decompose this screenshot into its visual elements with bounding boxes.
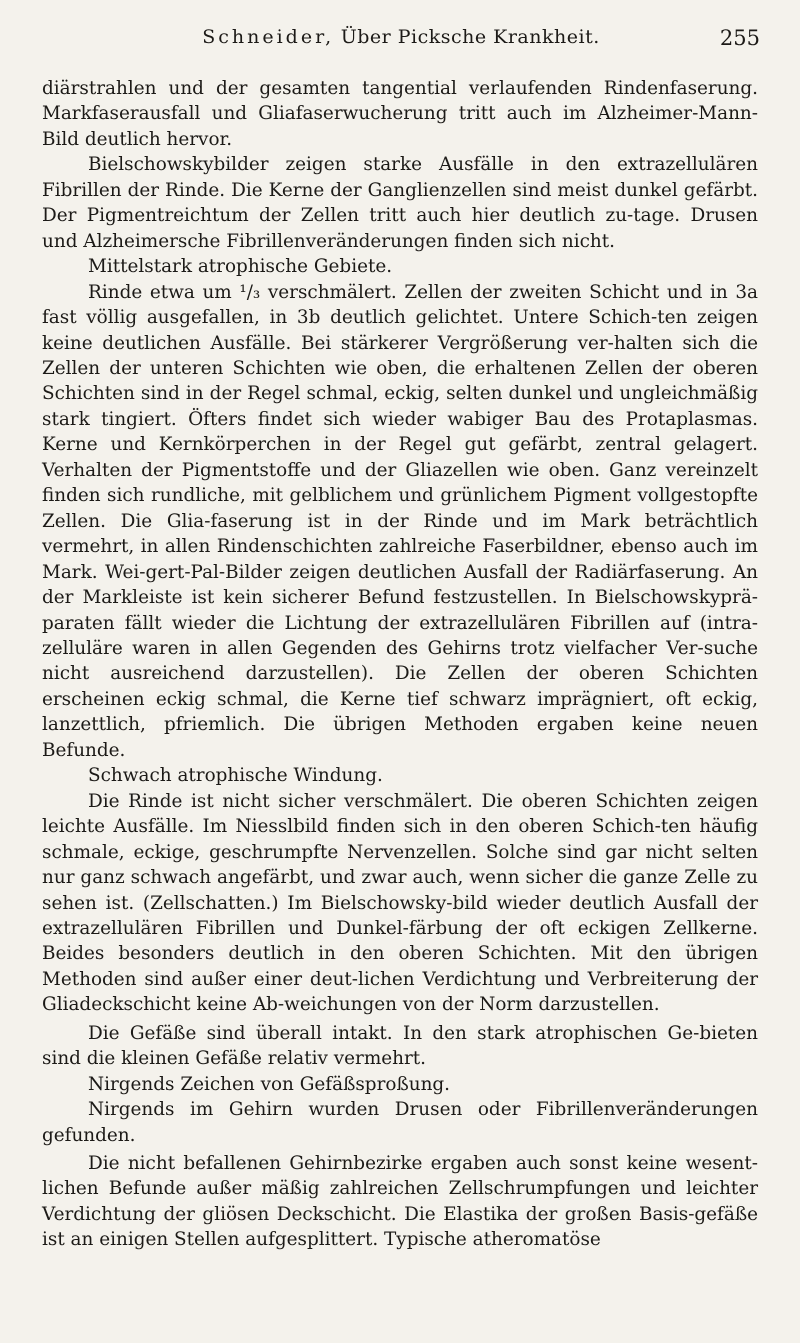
section-heading: Schwach atrophische Windung. (88, 765, 383, 787)
paragraph: Rinde etwa um ¹/₃ verschmälert. Zellen der zweiten Schicht und in 3a fast völlig ausgefallen, in 3b deutlich gelichtet. Untere Schich-ten zeigen keine deutlichen Ausfälle. Bei stärkerer Vergrößerung ver-halten sich die Zellen der unteren Schichten wie oben, die erhaltenen Zellen der oberen Schichten sind in der Regel schmal, eckig, selten dunkel und ungleichmäßig stark tingiert. Öfters findet sich wieder wabiger Bau des Protaplasmas. Kerne und Kernkörperchen in der Regel gut gefärbt, zentral gelagert. Verhalten der Pigmentstoffe und der Gliazellen wie oben. Ganz vereinzelt finden sich rundliche, mit gelblichem und grünlichem Pigment vollgestopfte Zellen. Die Glia-faserung ist in der Rinde und im Mark beträchtlich vermehrt, in allen Rindenschichten zahlreiche Faserbildner, ebenso auch im Mark. Wei-gert-Pal-Bilder zeigen deutlichen Ausfall der Radiärfaserung. An der Markleiste ist kein sicherer Befund festzustellen. In Bielschowskyprä-paraten fällt wieder die Lichtung der extrazellulären Fibrillen auf (intra-zelluläre waren in allen Gegenden des Gehirns trotz vielfacher Ver-suche nicht ausreichend darzustellen). Die Zellen der oberen Schichten erscheinen eckig schmal, die Kerne tief schwarz imprägniert, oft eckig, lanzettlich, pfriemlich. Die übrigen Methoden ergaben keine neuen Befunde. (42, 281, 758, 761)
running-title-author: Schneider, (202, 26, 335, 48)
paragraph: Nirgends Zeichen von Gefäßsproßung. (88, 1073, 451, 1095)
running-title-rest: Über Picksche Krankheit. (340, 26, 600, 48)
paragraph: Nirgends im Gehirn wurden Drusen oder Fibrillenveränderungen gefunden. (42, 1099, 758, 1146)
paragraph: Die nicht befallenen Gehirnbezirke ergaben auch sonst keine wesent-lichen Befunde außer mäßig zahlreichen Zellschrumpfungen und leichter Verdichtung der gliösen Deckschicht. Die Elastika der großen Basis-gefäße ist an einigen Stellen aufgesplittert. Typische atheromatöse (42, 1153, 758, 1251)
page-number: 255 (719, 26, 760, 50)
section-heading: Mittelstark atrophische Gebiete. (88, 256, 393, 278)
running-title (42, 26, 760, 48)
paragraph: Bielschowskybilder zeigen starke Ausfälle in den extrazellulären Fibrillen der Rinde. Die Kerne der Ganglienzellen sind meist dunkel gefärbt. Der Pigmentreichtum der Zellen tritt auch hier deutlich zu-tage. Drusen und Alzheimersche Fibrillenveränderungen finden sich nicht. (42, 154, 758, 252)
paragraph: Die Rinde ist nicht sicher verschmälert. Die oberen Schichten zeigen leichte Ausfälle. Im Niesslbild finden sich in den oberen Schich-ten häufig schmale, eckige, geschrumpfte Nervenzellen. Solche sind gar nicht selten nur ganz schwach angefärbt, und zwar auch, wenn sicher die ganze Zelle zu sehen ist. (Zellschatten.) Im Bielschowsky-bild wieder deutlich Ausfall der extrazellulären Fibrillen und Dunkel-färbung der oft eckigen Zellkerne. Beides besonders deutlich in den oberen Schichten. Mit den übrigen Methoden sind außer einer deut-lichen Verdichtung und Verbreiterung der Gliadeckschicht keine Ab-weichungen von der Norm darzustellen. (42, 790, 758, 1016)
body-text (42, 76, 758, 1253)
page-header (42, 26, 760, 58)
paragraph: Die Gefäße sind überall intakt. In den stark atrophischen Ge-bieten sind die kleinen Gefäße relativ vermehrt. (42, 1022, 758, 1070)
paragraph: diärstrahlen und der gesamten tangential verlaufenden Rindenfaserung. Markfaserausfall und Gliafaserwucherung tritt auch im Alzheimer-Mann-Bild deutlich hervor. (42, 78, 758, 150)
